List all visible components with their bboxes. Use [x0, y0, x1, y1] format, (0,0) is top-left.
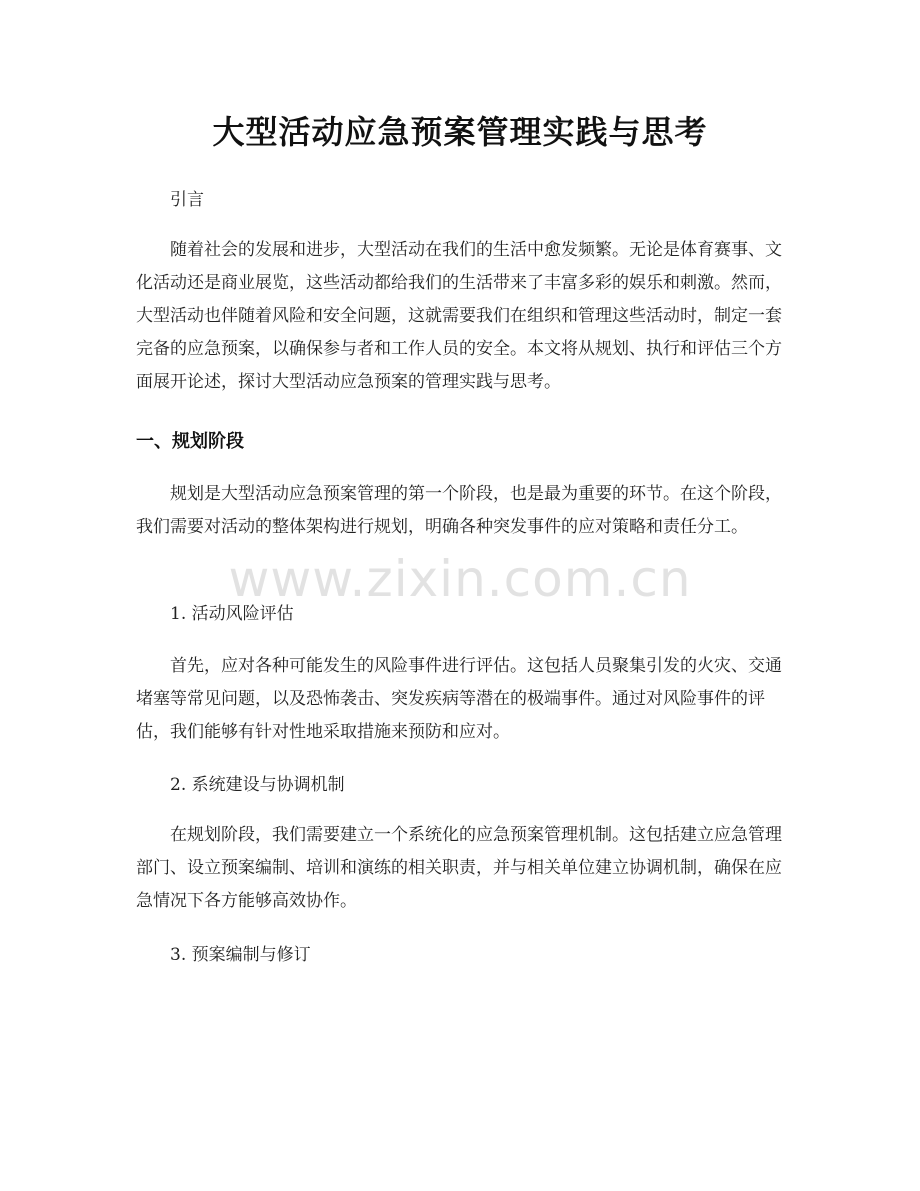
item-label-risk-assessment: 1. 活动风险评估 [170, 604, 294, 624]
watermark-text: www.zixin.com.cn [228, 550, 692, 608]
risk-assessment-paragraph: 首先，应对各种可能发生的风险事件进行评估。这包括人员聚集引发的火灾、交通堵塞等常见问题，以及恐怖袭击、突发疾病等潜在的极端事件。通过对风险事件的评估，我们能够有针对性地采取措施来预防和应对。 [136, 656, 782, 742]
planning-paragraph: 规划是大型活动应急预案管理的第一个阶段，也是最为重要的环节。在这个阶段，我们需要对活动的整体架构进行规划，明确各种突发事件的应对策略和责任分工。 [136, 484, 782, 537]
item-label-plan-drafting: 3. 预案编制与修订 [170, 945, 311, 965]
intro-paragraph: 随着社会的发展和进步，大型活动在我们的生活中愈发频繁。无论是体育赛事、文化活动还是商业展览，这些活动都给我们的生活带来了丰富多彩的娱乐和刺激。然而，大型活动也伴随着风险和安全问题，这就需要我们在组织和管理这些活动时，制定一套完备的应急预案，以确保参与者和工作人员的安全。本文将从规划、执行和评估三个方面展开论述，探讨大型活动应急预案的管理实践与思考。 [136, 240, 782, 392]
item-label-system-building: 2. 系统建设与协调机制 [170, 775, 345, 795]
document-title: 大型活动应急预案管理实践与思考 [212, 113, 708, 151]
system-building-paragraph: 在规划阶段，我们需要建立一个系统化的应急预案管理机制。这包括建立应急管理部门、设立预案编制、培训和演练的相关职责，并与相关单位建立协调机制，确保在应急情况下各方能够高效协作。 [136, 825, 782, 911]
section-heading-planning: 一、规划阶段 [136, 431, 244, 452]
intro-label: 引言 [170, 190, 204, 210]
